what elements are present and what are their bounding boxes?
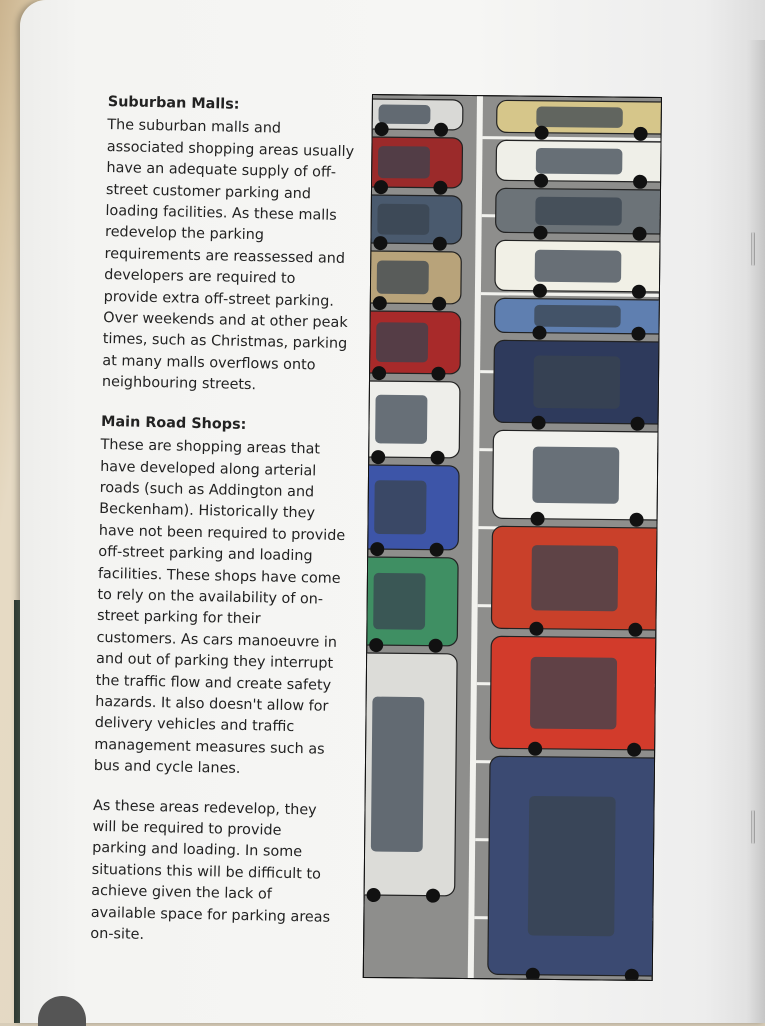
section-heading: Main Road Shops: — [100, 413, 247, 433]
parked-car-right-windscreen — [532, 447, 619, 504]
section-paragraph: As these areas redevelop, they will be required to provide parking and loading. In some situations this will be difficult to achieve given the lack of available space for parking areas on-site. — [90, 797, 331, 943]
parked-car-right-windscreen — [530, 657, 617, 730]
section-main-road-shops — [90, 412, 363, 951]
car-park-photo — [363, 94, 662, 981]
section-paragraph: These are shopping areas that have developed along arterial roads (such as Addington and Beckenham). Historically they have not been required to provide off-street parking and loading facilities. These shops have come to rely on the availability of on- street parking for their customers. As cars manoeuvre in and out of parking they interrupt the traffic flow and create safety hazards. It also doesn't allow for delivery vehicles and traffic management measures such as bus and cycle lanes. — [93, 437, 346, 778]
section-heading: Suburban Malls: — [107, 93, 240, 113]
parked-car-right-windscreen — [533, 355, 620, 408]
parked-car-right-windscreen — [535, 250, 622, 283]
staple-bottom — [751, 810, 755, 844]
parked-car-left-windscreen — [377, 260, 429, 294]
page-fold-shadow — [747, 40, 765, 1023]
parked-car-right-windscreen — [536, 148, 623, 175]
parked-car-right-windscreen — [528, 796, 616, 936]
parked-car-left-windscreen — [371, 697, 424, 852]
parked-car-left-windscreen — [373, 573, 425, 630]
parked-car-left-windscreen — [375, 395, 427, 444]
section-paragraph: The suburban malls and associated shopping areas usually have an adequate supply of off- street customer parking and loading facilities. As these malls redevelop the parking requirements are reassessed and developers are required to provide extra off-street parking. Over weekends and at other peak times, such as Christmas, parking at many malls overflows onto neighbouring streets. — [101, 117, 355, 394]
parked-car-left-windscreen — [377, 204, 429, 235]
parked-car-right-windscreen — [535, 197, 622, 226]
parked-car-left-windscreen — [374, 480, 426, 534]
car-park-illustration — [364, 95, 661, 980]
section-suburban-malls — [102, 92, 370, 399]
parked-car-right-windscreen — [536, 106, 623, 127]
body-text-column — [90, 92, 370, 969]
parked-car-right-windscreen — [534, 305, 621, 328]
parked-car-left-windscreen — [378, 104, 430, 124]
staple-top — [751, 232, 755, 266]
parked-car-left-windscreen — [376, 322, 428, 362]
parked-car-right-windscreen — [531, 545, 618, 611]
parked-car-left-windscreen — [378, 146, 430, 179]
